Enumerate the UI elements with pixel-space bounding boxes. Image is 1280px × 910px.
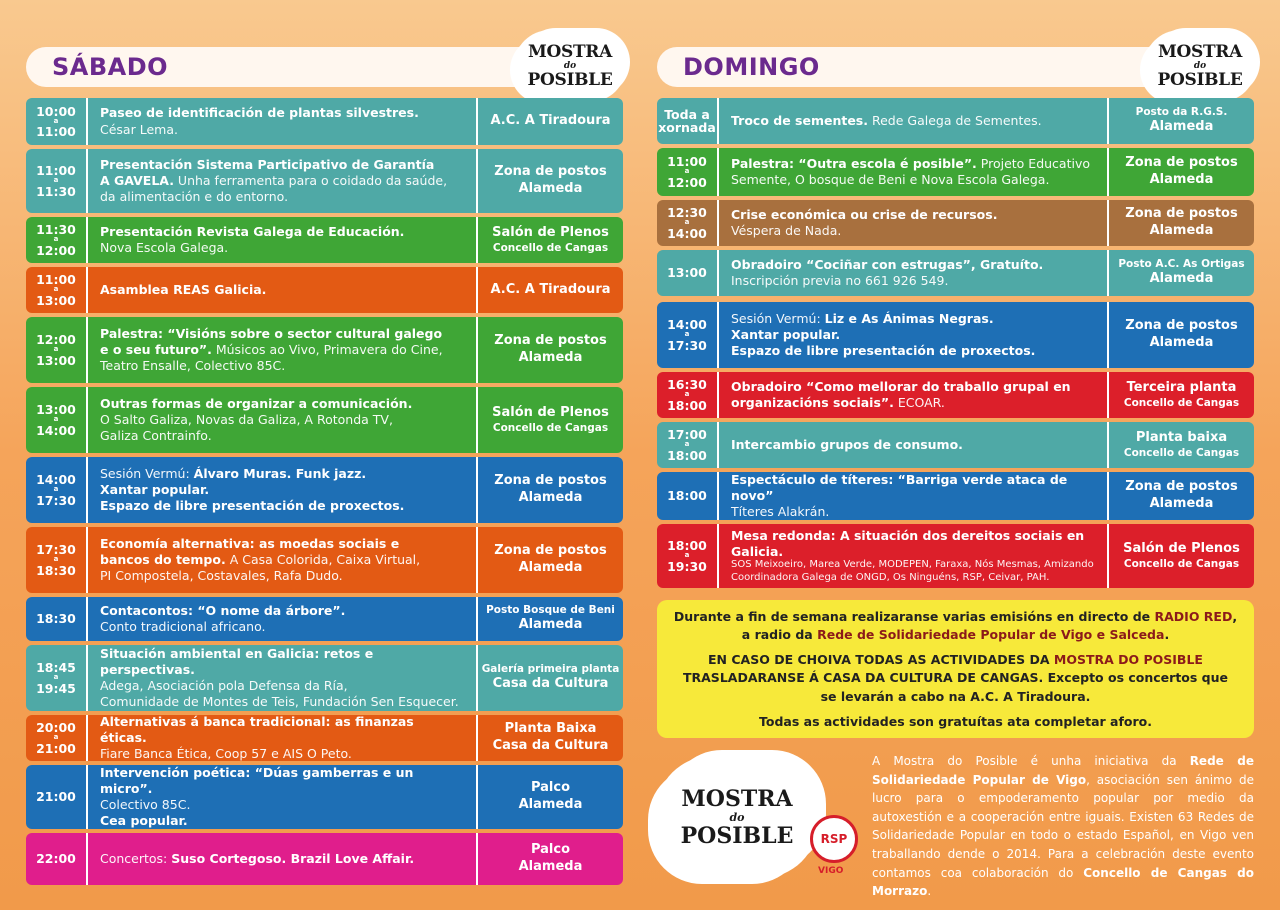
location-cell: Zona de postos Alameda	[494, 543, 607, 575]
notice-radio: Durante a fin de semana realizaranse varias emisións en directo de RADIO RED, a radio da Rede de Solidariedade Popular de Vigo e Salceda.	[673, 609, 1238, 643]
activity-line: bancos do tempo. A Casa Colorida, Caixa Virtual,	[100, 551, 421, 567]
activity-cell	[717, 472, 1109, 520]
activity-line: Comunidade de Montes de Teis, Fundación Sen Esquecer.	[100, 694, 459, 710]
activity-line: César Lema.	[100, 121, 178, 137]
time-cell: 14:00 a 17:30	[36, 472, 76, 508]
activity-line: Colectivo 85C.	[100, 797, 191, 812]
activity-cell	[86, 98, 478, 145]
location-cell: Posto A.C. As Ortigas Alameda	[1118, 257, 1245, 287]
time-cell: 22:00	[36, 851, 76, 867]
schedule-row	[657, 472, 1254, 520]
time-cell: 11:00 a 11:30	[36, 163, 76, 199]
activity-line: Outras formas de organizar a comunicación.	[100, 395, 413, 411]
location-cell: Zona de postos Alameda	[494, 473, 607, 505]
activity-line: Presentación Revista Galega de Educación.	[100, 223, 405, 239]
activity-line: Contacontos: “O nome da árbore”.	[100, 602, 346, 618]
time-cell: 18:00 a 19:30	[667, 538, 707, 574]
schedule-row	[26, 457, 623, 523]
activity-line: da alimentación e do entorno.	[100, 189, 289, 205]
activity-line: Nova Escola Galega.	[100, 240, 229, 255]
activity-line: Adega, Asociación pola Defensa da Ría,	[100, 678, 348, 693]
activity-cell	[86, 217, 478, 263]
activity-line: O Salto Galiza, Novas da Galiza, A Rotonda TV,	[100, 411, 393, 427]
activity-cell	[86, 457, 478, 523]
location-cell: Zona de postos Alameda	[494, 333, 607, 365]
time-cell: 11:30 a 12:00	[36, 222, 76, 258]
schedule-row	[26, 317, 623, 383]
schedule-row	[657, 302, 1254, 368]
location-cell: A.C. A Tiradoura	[490, 113, 611, 129]
activity-cell	[717, 372, 1109, 418]
time-cell: 17:00 a 18:00	[667, 427, 707, 463]
activity-line: Obradoiro “Cociñar con estrugas”, Gratuíto.	[731, 256, 1044, 272]
activity-line: A GAVELA. Unha ferramenta para o coidado da saúde,	[100, 172, 448, 188]
saturday-schedule	[26, 98, 623, 885]
activity-line: Fiare Banca Ética, Coop 57 e AIS O Peto.	[100, 746, 352, 761]
activity-line: Sesión Vermú: Liz e As Ánimas Negras.	[731, 310, 994, 326]
activity-line: Conto tradicional africano.	[100, 619, 266, 634]
activity-line: Paseo de identificación de plantas silvestres.	[100, 105, 419, 121]
time-cell: 18:30	[36, 611, 76, 627]
location-cell: Posto Bosque de Beni Alameda	[486, 603, 615, 633]
activity-cell	[717, 302, 1109, 368]
schedule-row	[26, 765, 623, 829]
time-cell: 12:00 a 13:00	[36, 332, 76, 368]
time-cell: 21:00	[36, 789, 76, 805]
activity-line: SOS Meixoeiro, Marea Verde, MODEPEN, Faraxa, Nós Mesmas, Amizando	[731, 559, 1094, 571]
schedule-row	[26, 597, 623, 641]
activity-line: Presentación Sistema Participativo de Garantía	[100, 156, 435, 172]
activity-cell	[86, 597, 478, 641]
time-cell: 13:00	[667, 265, 707, 281]
time-cell: Toda a xornada	[658, 106, 716, 135]
activity-line: Intercambio grupos de consumo.	[731, 436, 963, 452]
schedule-row	[657, 200, 1254, 246]
activity-cell	[86, 317, 478, 383]
schedule-row	[26, 645, 623, 711]
activity-line: Galiza Contrainfo.	[100, 428, 212, 444]
schedule-row	[26, 267, 623, 313]
activity-line: Crise económica ou crise de recursos.	[731, 206, 998, 222]
activity-cell	[717, 524, 1109, 588]
location-cell: A.C. A Tiradoura	[490, 281, 611, 297]
activity-cell	[717, 200, 1109, 246]
activity-cell	[86, 149, 478, 213]
time-cell: 11:00 a 13:00	[36, 272, 76, 308]
schedule-row	[26, 149, 623, 213]
time-cell: 14:00 a 17:30	[667, 317, 707, 353]
location-cell: Salón de Plenos Concello de Cangas	[492, 404, 609, 434]
time-cell: 18:45 a 19:45	[36, 660, 76, 696]
activity-line: Títeres Alakrán.	[731, 504, 830, 520]
activity-line: Situación ambiental en Galicia: retos e perspectivas.	[100, 645, 374, 677]
rsp-city: VIGO	[818, 866, 844, 876]
schedule-row	[26, 715, 623, 761]
schedule-row	[26, 833, 623, 885]
activity-line: Asamblea REAS Galicia.	[100, 281, 267, 297]
activity-line: Troco de sementes. Rede Galega de Sementes.	[731, 112, 1042, 128]
activity-line: Sesión Vermú: Álvaro Muras. Funk jazz.	[100, 465, 367, 481]
sunday-schedule	[657, 98, 1254, 590]
activity-cell	[717, 422, 1109, 468]
schedule-row	[26, 98, 623, 145]
location-cell: Salón de Plenos Concello de Cangas	[492, 224, 609, 254]
time-cell: 11:00 a 12:00	[667, 154, 707, 190]
activity-cell	[717, 250, 1109, 296]
schedule-row	[657, 524, 1254, 588]
schedule-row	[26, 387, 623, 453]
time-cell: 17:30 a 18:30	[36, 542, 76, 578]
time-cell: 10:00 a 11:00	[36, 103, 76, 140]
location-cell: Zona de postos Alameda	[1125, 318, 1238, 350]
activity-cell	[86, 645, 478, 711]
location-cell: Zona de postos Alameda	[1125, 479, 1238, 511]
location-cell: Posto da R.G.S. Alameda	[1135, 105, 1228, 135]
sunday-title: DOMINGO	[683, 53, 820, 81]
activity-line: Véspera de Nada.	[731, 223, 842, 238]
schedule-row	[657, 422, 1254, 468]
activity-cell	[86, 715, 478, 761]
activity-cell	[86, 387, 478, 453]
time-cell: 16:30 a 18:00	[667, 377, 707, 413]
activity-cell	[86, 267, 478, 313]
schedule-row	[657, 372, 1254, 418]
mostra-logo-saturday: MOSTRA do POSIBLE	[518, 34, 622, 98]
saturday-title: SÁBADO	[52, 53, 169, 81]
activity-line: Concertos: Suso Cortegoso. Brazil Love Affair.	[100, 850, 415, 866]
location-cell: Palco Alameda	[518, 780, 583, 812]
schedule-row	[26, 217, 623, 263]
time-cell: 18:00	[667, 488, 707, 504]
activity-line: Xantar popular.	[731, 326, 841, 342]
activity-line: Espazo de libre presentación de proxectos.	[100, 498, 405, 514]
activity-line: organizacións sociais”. ECOAR.	[731, 395, 945, 410]
location-cell: Zona de postos Alameda	[494, 164, 607, 196]
location-cell: Palco Alameda	[518, 842, 583, 874]
notice-box	[657, 600, 1254, 738]
schedule-row	[657, 148, 1254, 196]
about-text: A Mostra do Posible é unha iniciativa da Rede de Solidariedade Popular de Vigo, asociación sen ánimo de lucro para o empoderamento popular por medio da autoxestión e a cooperación entre iguais. Existen 63 Redes de Solidariedade Popular en todo o estado Español, en Vigo ven traballando dende o 2014. Para a celebración deste evento contamos coa colaboración do Concello de Cangas do Morrazo.	[872, 754, 1255, 899]
activity-line: Mesa redonda: A situación dos dereitos sociais en Galicia.	[731, 527, 1085, 559]
activity-line: Semente, O bosque de Beni e Nova Escola Galega.	[731, 172, 1050, 187]
activity-line: Espazo de libre presentación de proxectos.	[731, 343, 1036, 359]
activity-line: PI Compostela, Costavales, Rafa Dudo.	[100, 568, 343, 584]
activity-line: Inscripción previa no 661 926 549.	[731, 273, 949, 288]
activity-cell	[86, 833, 478, 885]
activity-line: Intervención poética: “Dúas gamberras e un micro”.	[100, 765, 414, 796]
activity-line: e o seu futuro”. Músicos ao Vivo, Primavera do Cine,	[100, 341, 443, 357]
schedule-row	[657, 250, 1254, 296]
notice-free: Todas as actividades son gratuítas ata completar aforo.	[759, 713, 1152, 729]
notice-rain: EN CASO DE CHOIVA TODAS AS ACTIVIDADES DA MOSTRA DO POSIBLE TRASLADARANSE Á CASA DA CULTURA DE CANGAS. Excepto os concertos que se levarán a cabo na A.C. A Tiradoura.	[682, 652, 1228, 704]
activity-line: Cea popular.	[100, 813, 188, 829]
activity-cell	[717, 98, 1109, 144]
activity-line: Coordinadora Galega de ONGD, Os Ninguéns, RSP, Ceivar, PAH.	[731, 571, 1050, 583]
time-cell: 12:30 a 14:00	[667, 205, 707, 241]
activity-line: Palestra: “Outra escola é posible”. Projeto Educativo	[731, 155, 1091, 171]
activity-line: Xantar popular.	[100, 481, 210, 497]
time-cell: 13:00 a 14:00	[36, 402, 76, 438]
location-cell: Planta baixa Concello de Cangas	[1123, 429, 1240, 459]
activity-line: Teatro Ensalle, Colectivo 85C.	[100, 358, 286, 374]
activity-line: Alternativas á banca tradicional: as finanzas éticas.	[100, 715, 414, 745]
location-cell: Zona de postos Alameda	[1125, 206, 1238, 238]
mostra-logo-large: MOSTRA do POSIBLE	[662, 762, 812, 872]
activity-cell	[717, 148, 1109, 196]
activity-line: Palestra: “Visións sobre o sector cultural galego	[100, 325, 443, 341]
location-cell: Zona de postos Alameda	[1125, 155, 1238, 187]
activity-line: Espectáculo de títeres: “Barriga verde ataca de novo”	[731, 472, 1068, 503]
schedule-row	[26, 527, 623, 593]
rsp-logo-icon: RSP	[810, 815, 858, 863]
location-cell: Terceira planta Concello de Cangas	[1123, 379, 1240, 409]
location-cell: Galería primeira planta Casa da Cultura	[481, 662, 620, 692]
activity-cell	[86, 765, 478, 829]
time-cell: 20:00 a 21:00	[36, 720, 76, 756]
location-cell: Salón de Plenos Concello de Cangas	[1123, 540, 1240, 570]
activity-cell	[86, 527, 478, 593]
activity-line: Economía alternativa: as moedas sociais e	[100, 535, 400, 551]
location-cell: Planta Baixa Casa da Cultura	[492, 721, 609, 753]
schedule-row	[657, 98, 1254, 144]
activity-line: Obradoiro “Como mellorar do traballo grupal en	[731, 378, 1071, 394]
mostra-logo-sunday: MOSTRA do POSIBLE	[1148, 34, 1252, 98]
